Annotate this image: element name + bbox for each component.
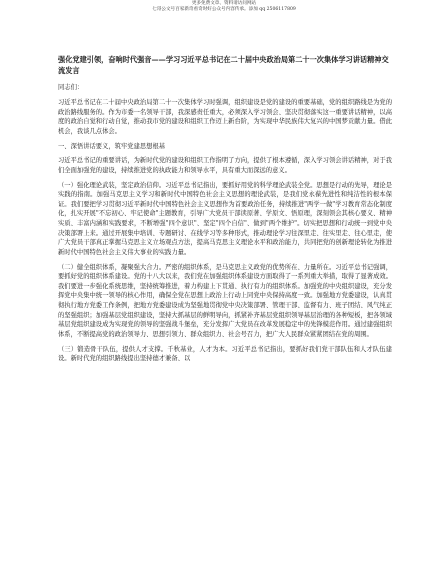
salutation: 同志们： bbox=[58, 83, 84, 91]
point-talent-paragraph: （三）锻造骨干队伍，提供人才支撑。千秋基业，人才为本。习近平总书记指出，要抓好我们党干部队伍和人才队伍建设。新时代党的组织路线提出坚持德才兼备、以 bbox=[58, 345, 392, 363]
point-organization-paragraph: （二）健全组织体系，凝聚强大合力。严密的组织体系，是马克思主义政党的优势所在、力量所在。习近平总书记强调，要抓好党的组织体系建设。党的十八大以来，我们党在加强组织体系建设方面取得了一系列重大举措，取得了显著成效。我们要进一步强化系统思维，坚持统筹推进，着力构建上下贯通、执行有力的组织体系。加强党的中央组织建设，充分发挥党中央集中统一领导的核心作用，确保全党在思想上政治上行动上同党中央保持高度一致。加强地方党委建设，认真贯彻执行地方党委工作条例，把地方党委建设成为坚强地贯彻党中央决策部署、管理干部、监督有力、班子团结、风气纯正的坚强组织；加强基层党组织建设，坚持大抓基层的鲜明导向，抓紧补齐基层党组织领导基层治理的各种短板，把各领域基层党组织建设成为实现党的领导的坚强战斗堡垒，充分发挥广大党员在改革发展稳定中的先锋模范作用。通过建强组织体系，不断提高党的政治领导力、思想引领力、群众组织力、社会号召力，把广大人民群众紧紧团结在党的周围。 bbox=[58, 263, 392, 338]
section-heading: 一、深悟讲话要义，筑牢党建思想根基 bbox=[58, 142, 166, 150]
document-body bbox=[58, 55, 392, 369]
point-theory-paragraph: （一）强化理论武装，坚定政治信仰。习近平总书记指出，要抓好用党的科学理论武装全党。思想是行动的先导，理论是实践的指南。加强马克思主义学习和新时代中国特色社会主义思想的理论武装，是我们党永葆先进性和纯洁性的根本保证。我们要把学习贯彻习近平新时代中国特色社会主义思想作为首要政治任务，持续推进"两学一做"学习教育常态化制度化，扎实开展"不忘初心、牢记使命"主题教育，引导广大党员干部读原著、学原文、悟原理，深刻领会其核心要义、精神实质、丰富内涵和实践要求，不断增强"四个意识"、坚定"四个自信"、做到"两个维护"。切实把思想和行动统一到党中央决策部署上来。通过开展集中培训、专题研讨、在线学习等多种形式，推动理论学习往深里走、往实里走、往心里走，使广大党员干部真正掌握马克思主义立场观点方法，提高马克思主义理论水平和政治能力，共同把党的创新理论转化为推进新时代中国特色社会主义伟大事业的实践力量。 bbox=[58, 181, 392, 256]
document-title: 强化党建引领，奋响时代强音——学习习近平总书记在二十届中央政治局第二十一次集体学习讲话精神交流发言 bbox=[58, 55, 389, 75]
section-intro-paragraph: 习近平总书记的重要讲话，为新时代党的建设和组织工作指明了方向，提供了根本遵循，深入学习领会讲话精神，对于我们全面加强党的建设，持续推进党的执政能力和领导水平，具有重大而深远的意义。 bbox=[58, 157, 392, 174]
header-promo-line: 更多免费文章、资料请访问网站 bbox=[191, 1, 257, 6]
header-contact-line: 七哥公文号百家新奇看奇时好公众号内容传承。添加 qq 2506117809 bbox=[152, 7, 296, 12]
intro-paragraph: 习近平总书记在二十届中央政治局第二十一次集体学习时强调，组织建设是党的建设的重要基础，党的组织路线是为党的政治路线服务的。作为市委一名领导干部，我深感责任重大，必须深入学习领会、坚决贯彻落实这一重要讲话精神，以高度的政治自觉和行动自觉，推动我市党的建设和组织工作迈上新台阶，为实现中华民族伟大复兴的中国梦贡献力量。借此机会，我谈几点体会。 bbox=[58, 99, 392, 136]
page-header bbox=[0, 0, 448, 13]
